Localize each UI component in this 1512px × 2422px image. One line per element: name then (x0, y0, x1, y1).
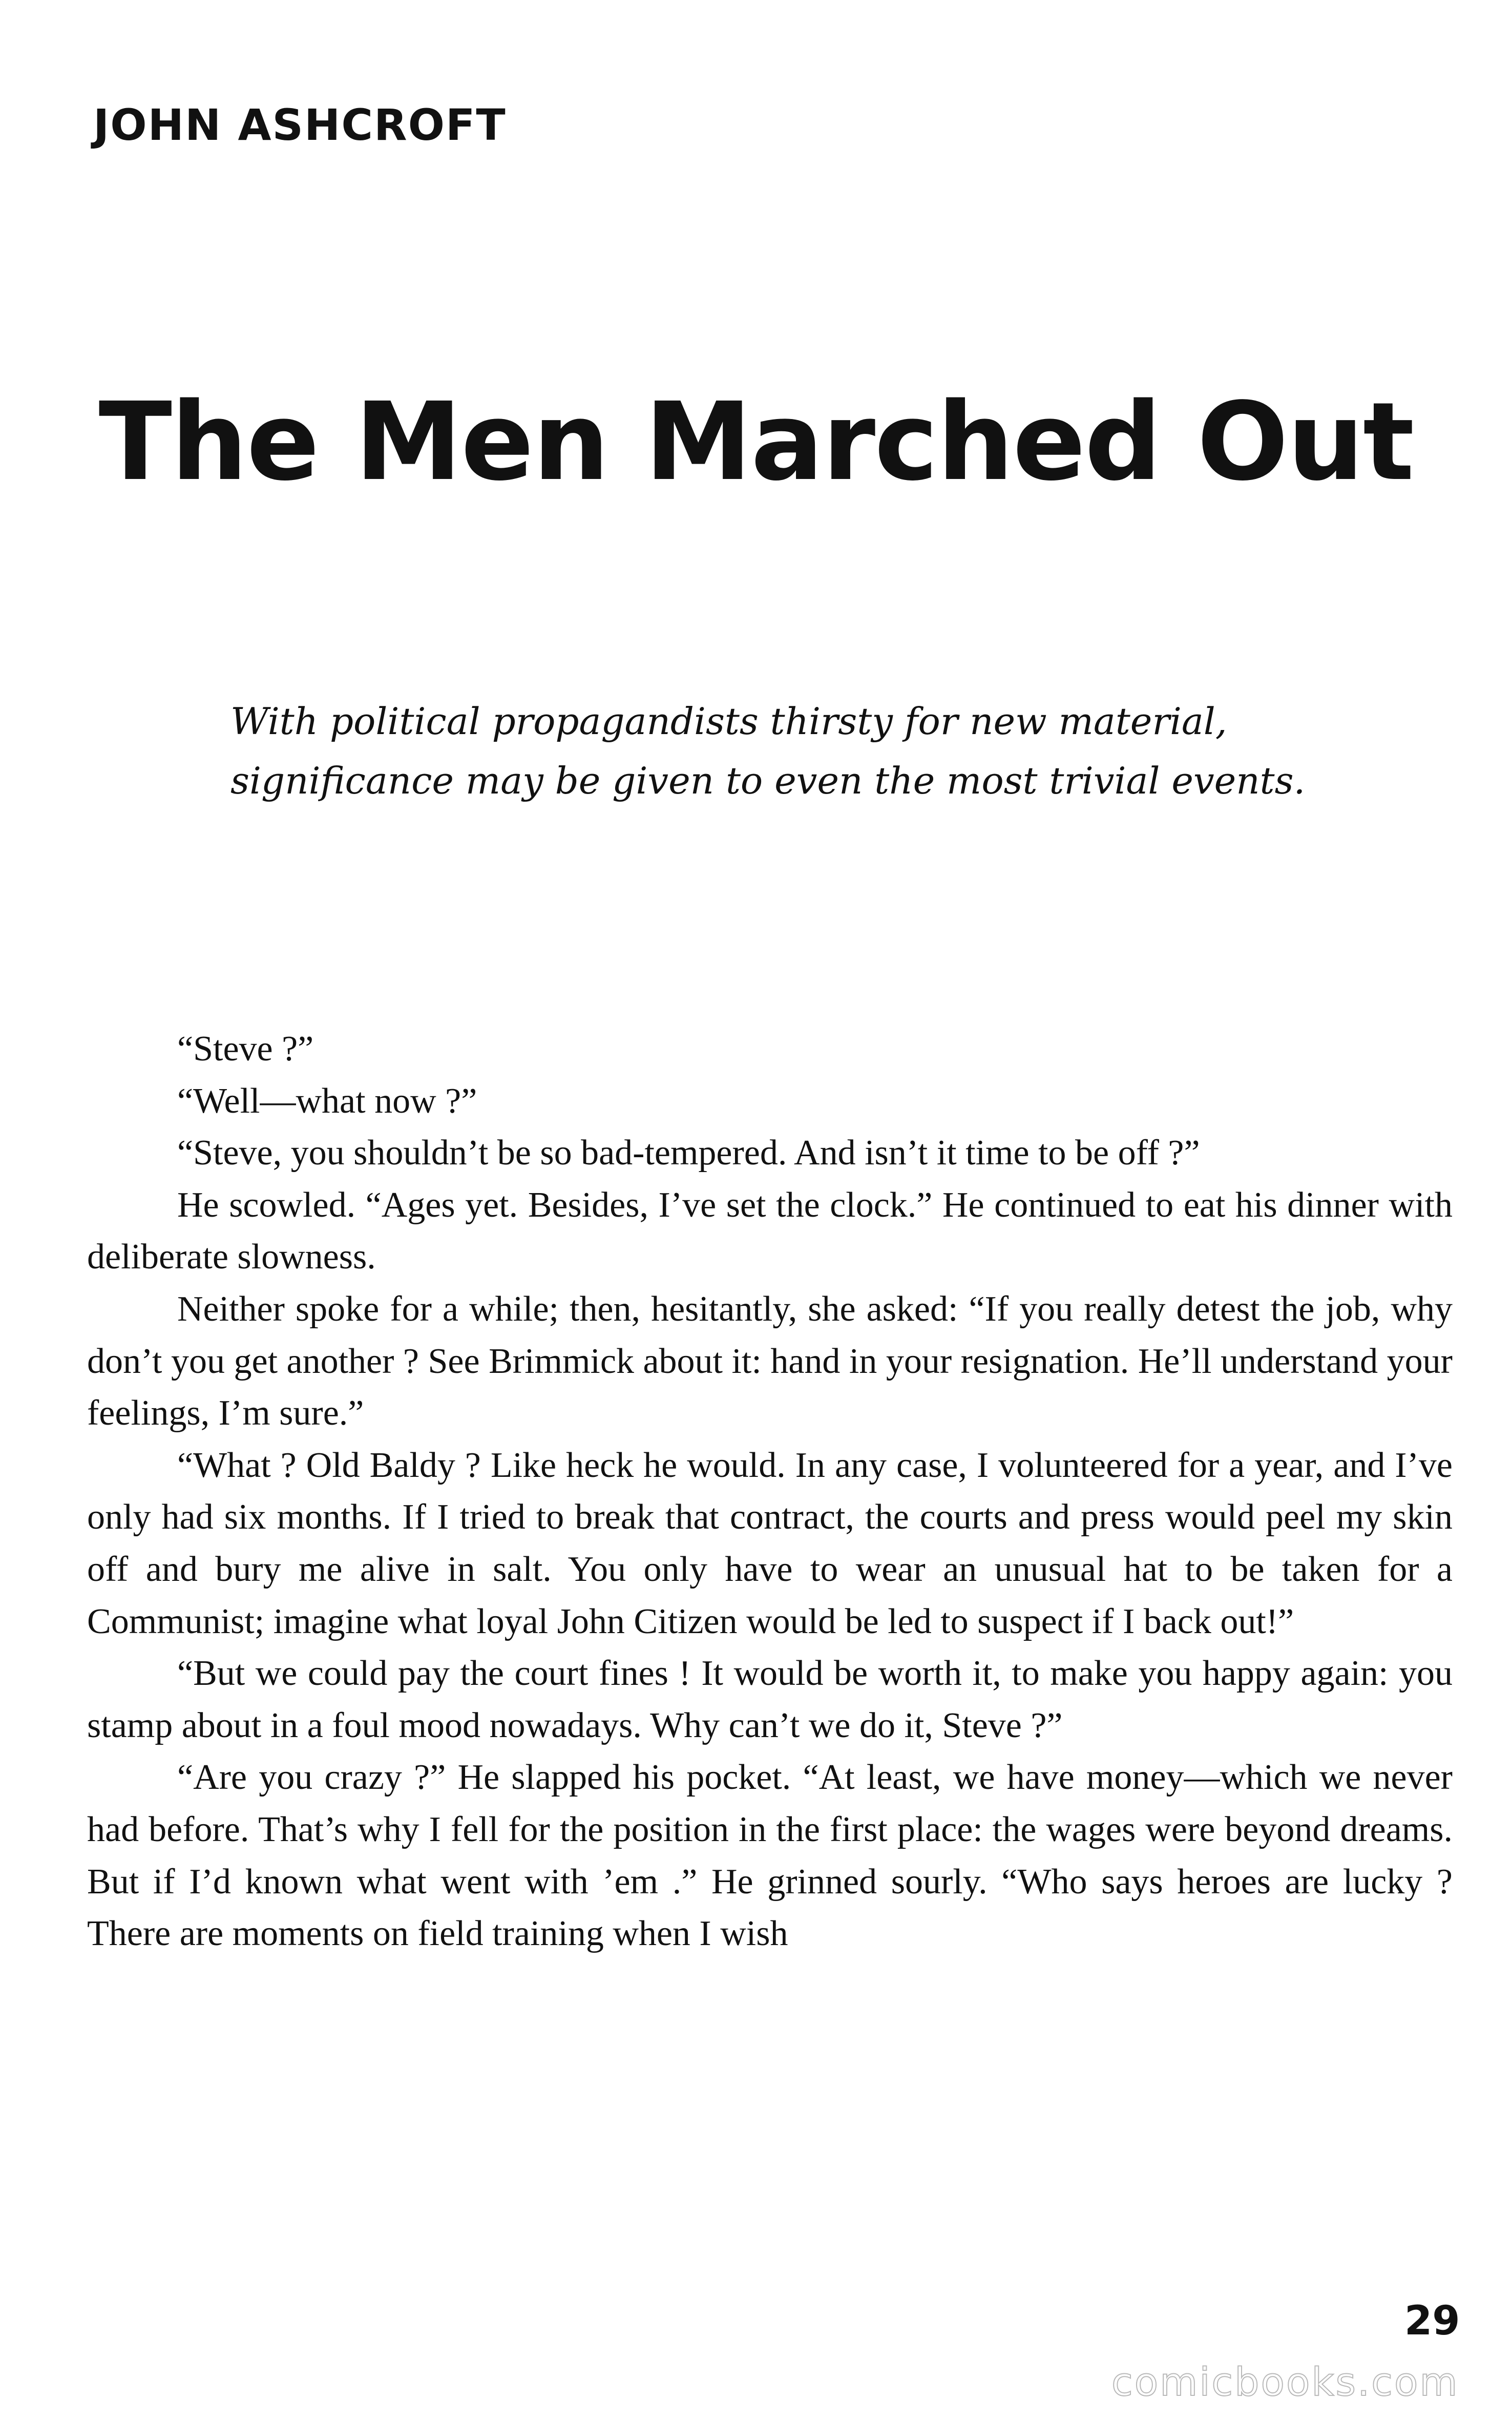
body-paragraph-4: He scowled. “Ages yet. Besides, I’ve set the clock.” He continued to eat his dinner with deliberate slowness. (87, 1185, 1453, 1277)
body-paragraph-8: “Are you crazy ?” He slapped his pocket. “At least, we have money—which we never had before. That’s why I fell for the position in the first place: the wages were beyond dreams. But if I’d known what went with ’em .” He grinned sourly. “Who says heroes are lucky ? There are moments on field training when I wish (87, 1758, 1453, 1954)
body-paragraph-5: Neither spoke for a while; then, hesitantly, she asked: “If you really detest the job, why don’t you get another ? See Brimmick about it: hand in your resignation. He’ll understand your feelings, I’m sure.” (87, 1289, 1453, 1433)
body-paragraph-6: “What ? Old Baldy ? Like heck he would. In any case, I volunteered for a year, and I’ve only had six months. If I tried to break that contract, the courts and press would peel my skin off and bury me alive in salt. You only have to wear an unusual hat to be taken for a Communist; imagine what loyal John Citizen would be led to suspect if I back out!” (87, 1445, 1453, 1641)
body-paragraph-1: “Steve ?” (177, 1029, 314, 1069)
body-paragraph-3: “Steve, you shouldn’t be so bad-tempered. And isn’t it time to be off ?” (177, 1133, 1200, 1173)
page-number: 29 (1404, 2298, 1460, 2344)
body-paragraph-2: “Well—what now ?” (177, 1081, 477, 1121)
author-name: JOHN ASHCROFT (93, 100, 507, 150)
standfirst-line-2: significance may be given to even the most trivial events. (230, 759, 1306, 802)
story-body (87, 1023, 1453, 1960)
standfirst-line-1: With political propagandists thirsty for new material, (230, 700, 1227, 743)
standfirst (230, 692, 1383, 810)
body-paragraph-7: “But we could pay the court fines ! It would be worth it, to make you happy again: you stamp about in a foul mood nowadays. Why can’t we do it, Steve ?” (87, 1654, 1453, 1745)
watermark: comicbooks.com (1111, 2359, 1459, 2405)
story-title: The Men Marched Out (98, 379, 1414, 505)
